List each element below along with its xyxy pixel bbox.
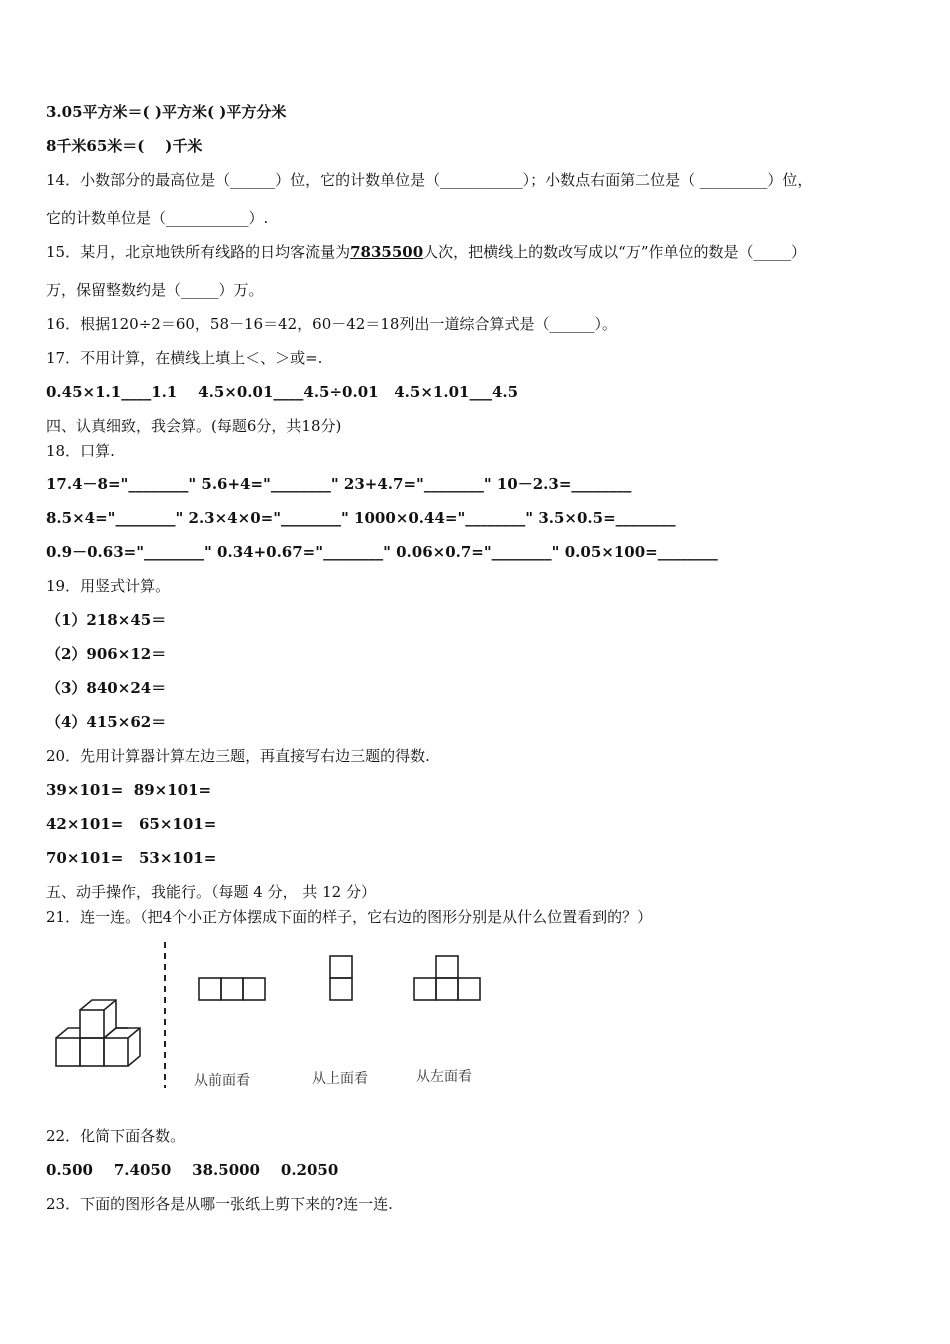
question-18-row-3: 0.9－0.63="________" 0.34+0.67="________" 0.06×0.7="________" 0.05×100=________ (46, 543, 718, 561)
section-5-heading: 五、动手操作，我能行。（每题 4 分， 共 12 分） (46, 883, 376, 901)
question-15-line-1 (46, 242, 806, 262)
question-20: 20．先用计算器计算左边三题，再直接写右边三题的得数. (46, 747, 430, 765)
question-20-c: 70×101= 53×101= (46, 849, 217, 867)
question-21: 21．连一连。（把4个小正方体摆成下面的样子，它右边的图形分别是从什么位置看到的？） (46, 908, 653, 926)
question-18-row-1: 17.4－8="________" 5.6+4="________" 23+4.7="________" 10－2.3=________ (46, 475, 632, 493)
question-18: 18．口算. (46, 442, 115, 460)
question-19-d: （4）415×62＝ (46, 713, 167, 731)
isometric-cubes (56, 1000, 140, 1066)
front-view-shape (199, 978, 265, 1000)
caption-top-view: 从上面看 (312, 1071, 368, 1087)
question-16: 16．根据120÷2＝60，58－16＝42，60－42＝18列出一道综合算式是（______）。 (46, 315, 617, 333)
question-19-c: （3）840×24＝ (46, 679, 167, 697)
question-14-line-1: 14．小数部分的最高位是（______）位，它的计数单位是（___________）；小数点右面第二位是（ _________）位， (46, 171, 813, 189)
question-17: 17．不用计算，在横线上填上＜、＞或=. (46, 349, 323, 367)
question-14-line-2: 它的计数单位是（___________）. (46, 209, 269, 227)
question-23: 23．下面的图形各是从哪一张纸上剪下来的?连一连. (46, 1195, 393, 1213)
question-15-prefix: 15．某月，北京地铁所有线路的日均客流量为 (46, 243, 351, 261)
question-18-row-2: 8.5×4="________" 2.3×4×0="________" 1000×0.44="________" 3.5×0.5=________ (46, 509, 676, 527)
question-20-b: 42×101= 65×101= (46, 815, 217, 833)
underlined-number: 7835500 (350, 243, 424, 261)
question-22-data: 0.500 7.4050 38.5000 0.2050 (46, 1161, 339, 1179)
question-22: 22．化简下面各数。 (46, 1127, 186, 1145)
unit-conversion-2: 8千米65米＝( )千米 (46, 137, 203, 155)
left-view-shape (414, 956, 480, 1000)
caption-front-view: 从前面看 (194, 1073, 250, 1089)
question-19-a: （1）218×45＝ (46, 611, 167, 629)
question-17-data: 0.45×1.1____1.1 4.5×0.01____4.5÷0.01 4.5×1.01___4.5 (46, 383, 519, 401)
question-19: 19．用竖式计算。 (46, 577, 171, 595)
top-view-shape (330, 956, 352, 1000)
caption-left-view: 从左面看 (416, 1069, 472, 1085)
question-15-line-2: 万，保留整数约是（_____）万。 (46, 281, 264, 299)
section-4-heading: 四、认真细致，我会算。(每题6分，共18分) (46, 417, 342, 435)
question-19-b: （2）906×12＝ (46, 645, 167, 663)
question-15-suffix: 人次，把横线上的数改写成以“万”作单位的数是（_____） (423, 243, 806, 261)
unit-conversion-1: 3.05平方米＝( )平方米( )平方分米 (46, 103, 287, 121)
cube-views-figure (46, 938, 506, 1096)
question-20-a: 39×101= 89×101= (46, 781, 212, 799)
